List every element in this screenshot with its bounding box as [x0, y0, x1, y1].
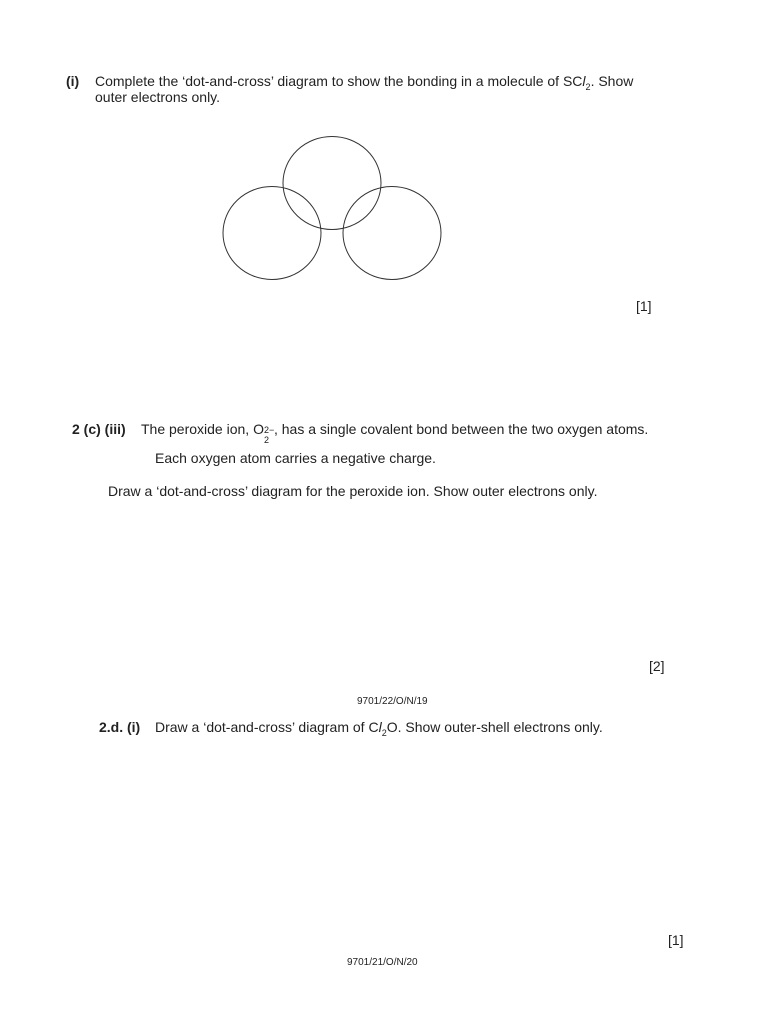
- q1-text-a: Complete the ‘dot-and-cross’ diagram to show the bonding in a molecule of SC: [95, 73, 583, 89]
- q3-ref: 9701/21/O/N/20: [347, 957, 418, 968]
- circle-left: [223, 187, 321, 280]
- q3-mark: [1]: [668, 932, 684, 948]
- q3-text-a: Draw a ‘dot-and-cross’ diagram of C: [155, 719, 379, 735]
- q1-text-l: l: [582, 73, 586, 89]
- q1-text-b: . Show: [590, 73, 634, 89]
- q1-label: (i): [66, 73, 80, 89]
- q1-prompt: [95, 73, 634, 92]
- q3-text-b: O. Show outer-shell electrons only.: [386, 719, 603, 735]
- q3-prompt: [155, 719, 603, 738]
- q2-line3: Draw a ‘dot-and-cross’ diagram for the peroxide ion. Show outer electrons only.: [108, 483, 598, 499]
- q2-text-a: The peroxide ion, O: [141, 421, 264, 437]
- q1-text-sub: 2: [585, 81, 591, 92]
- q3-label: 2.d. (i): [99, 719, 141, 735]
- circle-top: [283, 137, 381, 230]
- q2-mark: [2]: [649, 658, 665, 674]
- q2-line2: Each oxygen atom carries a negative charge.: [155, 450, 436, 466]
- q2-prompt: The peroxide ion, O 2− 2 , has a single covalent bond between the two oxygen atoms.: [141, 421, 649, 445]
- q3-text-l: l: [378, 719, 382, 735]
- three-circle-diagram: [210, 125, 455, 290]
- q2-label: 2 (c) (iii): [72, 421, 126, 437]
- circle-right: [343, 187, 441, 280]
- q2-text-b: , has a single covalent bond between the two oxygen atoms.: [273, 421, 649, 437]
- q3-text-sub: 2: [381, 727, 387, 738]
- q1-line2: outer electrons only.: [95, 89, 221, 105]
- q1-mark: [1]: [636, 298, 652, 314]
- q2-ref: 9701/22/O/N/19: [357, 696, 428, 707]
